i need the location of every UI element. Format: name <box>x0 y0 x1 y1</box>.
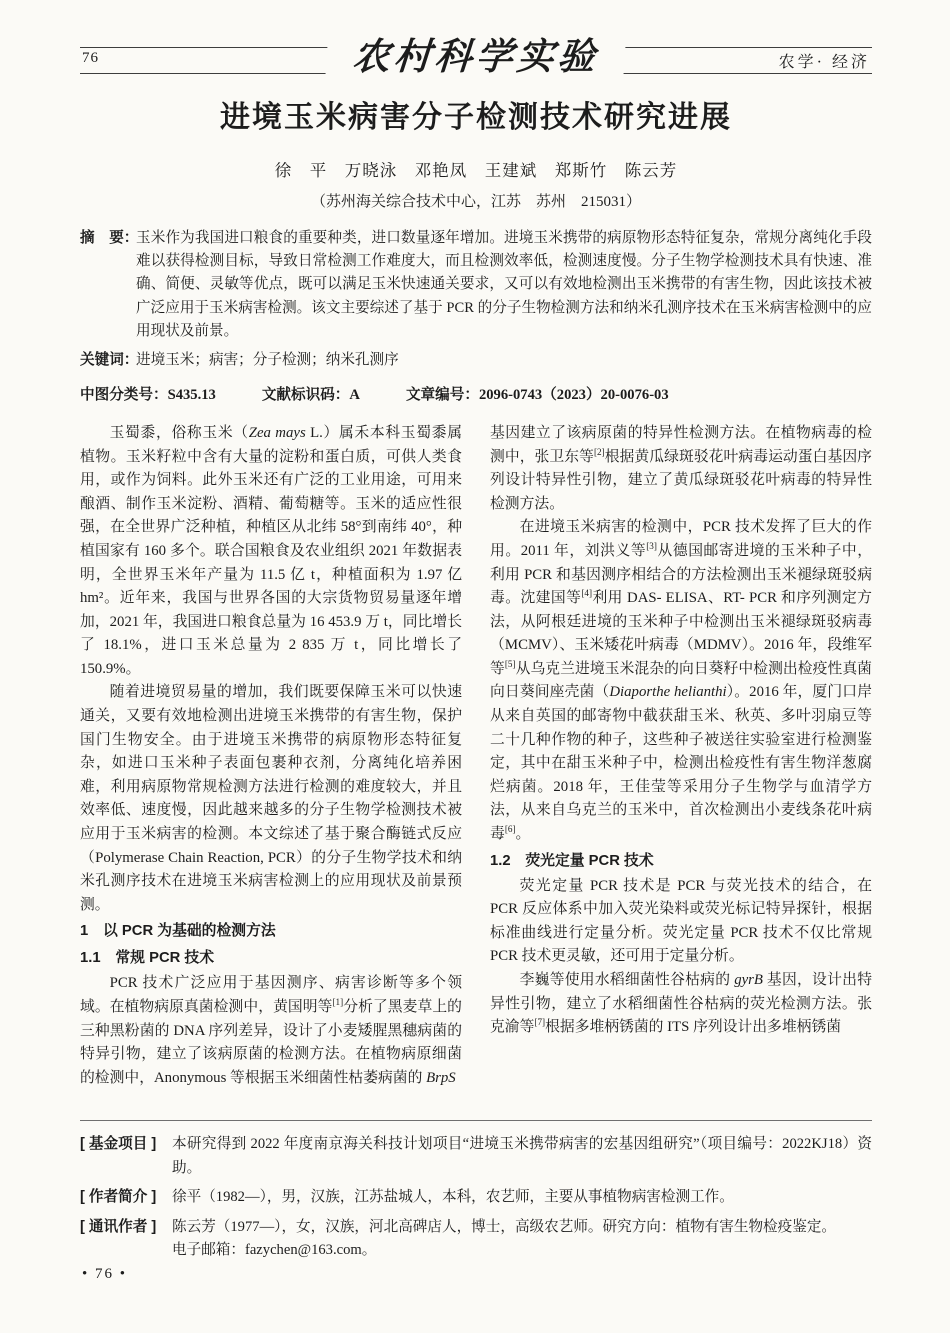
keywords-label: 关键词： <box>80 351 139 368</box>
abstract-label: 摘 要： <box>80 229 139 246</box>
clc-value: S435.13 <box>167 386 216 403</box>
footnote-corresponding-author-label: [ 通讯作者 ] <box>80 1218 157 1235</box>
section-heading-1-1: 1.1 常规 PCR 技术 <box>80 950 215 967</box>
footnote-corresponding-author-text: 陈云芳（1977—），女，汉族，河北高碑店人，博士，高级农艺师。研究方向：植物有害生物检疫鉴定。 <box>172 1218 837 1235</box>
footnote-author-bio-text: 徐平（1982—），男，汉族，江苏盐城人，本科，农艺师，主要从事植物病害检测工作。 <box>172 1189 734 1206</box>
journal-logo: 农村科学实验 <box>325 26 627 80</box>
affiliation-line: （苏州海关综合技术中心，江苏 苏州 215031） <box>310 193 641 210</box>
footnotes-section <box>80 1120 872 1263</box>
article-id <box>406 383 669 404</box>
footnote-author-bio <box>80 1186 872 1210</box>
footnote-corresponding-author <box>80 1216 872 1263</box>
paragraph-qpcr-intro: 荧光定量 PCR 技术是 PCR 与荧光技术的结合，在 PCR 反应体系中加入荧光染料或荧光标记特异探针，根据标准曲线进行定量分析。荧光定量 PCR 技术不仅比常规 PCR 技术更灵敏，还可用于定量分析。 <box>490 877 872 965</box>
document-code-label: 文献标识码： <box>261 386 350 403</box>
paragraph-conventional-pcr: PCR 技术广泛应用于基因测序、病害诊断等多个领域。在植物病原真菌检测中，黄国明等[1]分析了黑麦草上的三种黑粉菌的 DNA 序列差异，设计了小麦矮腥黑穗病菌的特异引物，建立了该病原菌的检测方法。在植物病原细菌的检测中，Anonymous 等根据玉米细菌性枯萎病菌的 BrpS <box>80 975 462 1086</box>
abstract-text: 玉米作为我国进口粮食的重要种类，进口数量逐年增加。进境玉米携带的病原物形态特征复杂，常规分离纯化手段难以获得检测目标，导致日常检测工作难度大，而且检测效率低，检测速度慢。分子生物学检测技术具有快速、准确、简便、灵敏等优点，既可以满足玉米快速通关要求，又可以有效地检测出玉米携带的有害生物，因此该技术被广泛应用于玉米病害检测。该文主要综述了基于 PCR 的分子生物检测方法和纳米孔测序技术在玉米病害检测中的应用现状及前景。 <box>136 229 872 340</box>
authors-line: 徐 平 万晓泳 邓艳凤 王建斌 郑斯竹 陈云芳 <box>274 160 678 180</box>
article-body <box>80 422 872 1110</box>
paragraph-pcr-cases: 在进境玉米病害的检测中，PCR 技术发挥了巨大的作用。2011 年，刘洪义等[3]从德国邮寄进境的玉米种子中，利用 PCR 和基因测序相结合的方法检测出玉米褪绿斑驳病毒。沈建国等[4]利用 DAS- ELISA、RT- PCR 和序列测定方法，从阿根廷进境的玉米种子中检测出玉米褪绿斑驳病毒（MCMV）、玉米矮花叶病毒（MDMV）。2016 年，段维军等[5]从乌克兰进境玉米混杂的向日葵籽中检测出检疫性真菌向日葵间座壳菌（Diaporthe helianthi）。2016 年，厦门口岸从来自英国的邮寄物中截获甜玉米、秋英、多叶羽扇豆等二十几种作物的种子，这些种子被送往实验室进行检测鉴定，其中在甜玉米种子中，检测出检疫性有害生物洋葱腐烂病菌。2018 年，王佳莹等采用分子生物学与血清学方法，从来自乌克兰的玉米中，首次检测出小麦线条花叶病毒[6]。 <box>490 519 872 843</box>
paragraph-inspection-need: 随着进境贸易量的增加，我们既要保障玉米可以快速通关，又要有效地检测出进境玉米携带的有害生物，保护国门生物安全。由于进境玉米携带的病原物形态特征复杂，如进口玉米种子表面包裹种衣剂，分离纯化培养困难，利用病原物常规检测方法进行检测的难度较大，并且效率低、速度慢，因此越来越多的分子生物学检测技术被应用于玉米病害的检测。本文综述了基于聚合酶链式反应（Polymerase Chain Reaction, PCR）的分子生物学技术和纳米孔测序技术在进境玉米病害检测上的应用现状及前景预测。 <box>80 684 462 913</box>
footnote-author-bio-label: [ 作者简介 ] <box>80 1189 157 1206</box>
keywords-text: 进境玉米；病害；分子检测；纳米孔测序 <box>136 351 399 368</box>
abstract-block <box>80 227 872 344</box>
header-page-number: 76 <box>82 50 99 66</box>
clc-label: 中图分类号： <box>80 386 168 403</box>
footer-page-number: • 76 • <box>82 1266 128 1282</box>
left-column <box>80 422 462 1090</box>
document-code <box>262 383 360 404</box>
section-heading-1-2: 1.2 荧光定量 PCR 技术 <box>490 852 654 869</box>
keywords-block <box>80 349 872 372</box>
paragraph-qpcr-cases: 李巍等使用水稻细菌性谷枯病的 gyrB 基因，设计出特异性引物，建立了水稻细菌性谷枯病的荧光检测方法。张克渝等[7]根据多堆柄锈菌的 ITS 序列设计出多堆柄锈菌 <box>490 972 872 1036</box>
right-column <box>490 422 872 1040</box>
classification-line <box>80 383 872 404</box>
section-heading-1: 1 以 PCR 为基础的检测方法 <box>80 923 276 940</box>
footnote-funding-text: 本研究得到 2022 年度南京海关科技计划项目“进境玉米携带病害的宏基因组研究”（项目编号：2022KJ18）资助。 <box>172 1135 872 1176</box>
paragraph-pcr-continued: 基因建立了该病原菌的特异性检测方法。在植物病毒的检测中，张卫东等[2]根据黄瓜绿斑驳花叶病毒运动蛋白基因序列设计特异性引物，建立了黄瓜绿斑驳花叶病毒的特异性检测方法。 <box>490 424 872 512</box>
footnote-funding <box>80 1133 872 1180</box>
footnote-email-line: 电子邮箱：fazychen@163.com。 <box>172 1242 377 1259</box>
article-title: 进境玉米病害分子检测技术研究进展 <box>220 101 732 134</box>
footnote-funding-label: [ 基金项目 ] <box>80 1135 157 1152</box>
article-id-value: 2096-0743（2023）20-0076-03 <box>478 386 669 403</box>
article-id-label: 文章编号： <box>405 386 479 403</box>
paragraph-maize-intro: 玉蜀黍，俗称玉米（Zea mays L.）属禾本科玉蜀黍属植物。玉米籽粒中含有大量的淀粉和蛋白质，可供人类食用，或作为饲料。此外玉米还有广泛的工业用途，可用来酿酒、制作玉米淀粉、酒精、葡萄糖等。玉米的适应性很强，在全世界广泛种植，种植区从北纬 58°到南纬 40°，种植国家有 160 多个。联合国粮食及农业组织 2021 年数据表明，全世界玉米年产量为 11.5 亿 t，种植面积为 1.97 亿 hm²。近年来，我国与世界各国的大宗货物贸易量逐年增加，2021 年，我国进口粮食总量为 16 453.9 万 t，同比增长了 18.1%，进口玉米总量为 2 835 万 t，同比增长了 150.9%。 <box>80 424 462 677</box>
clc-number <box>80 383 216 404</box>
document-code-value: A <box>349 386 360 403</box>
page-header <box>80 37 872 78</box>
header-section-label: 农学· 经济 <box>778 54 870 71</box>
